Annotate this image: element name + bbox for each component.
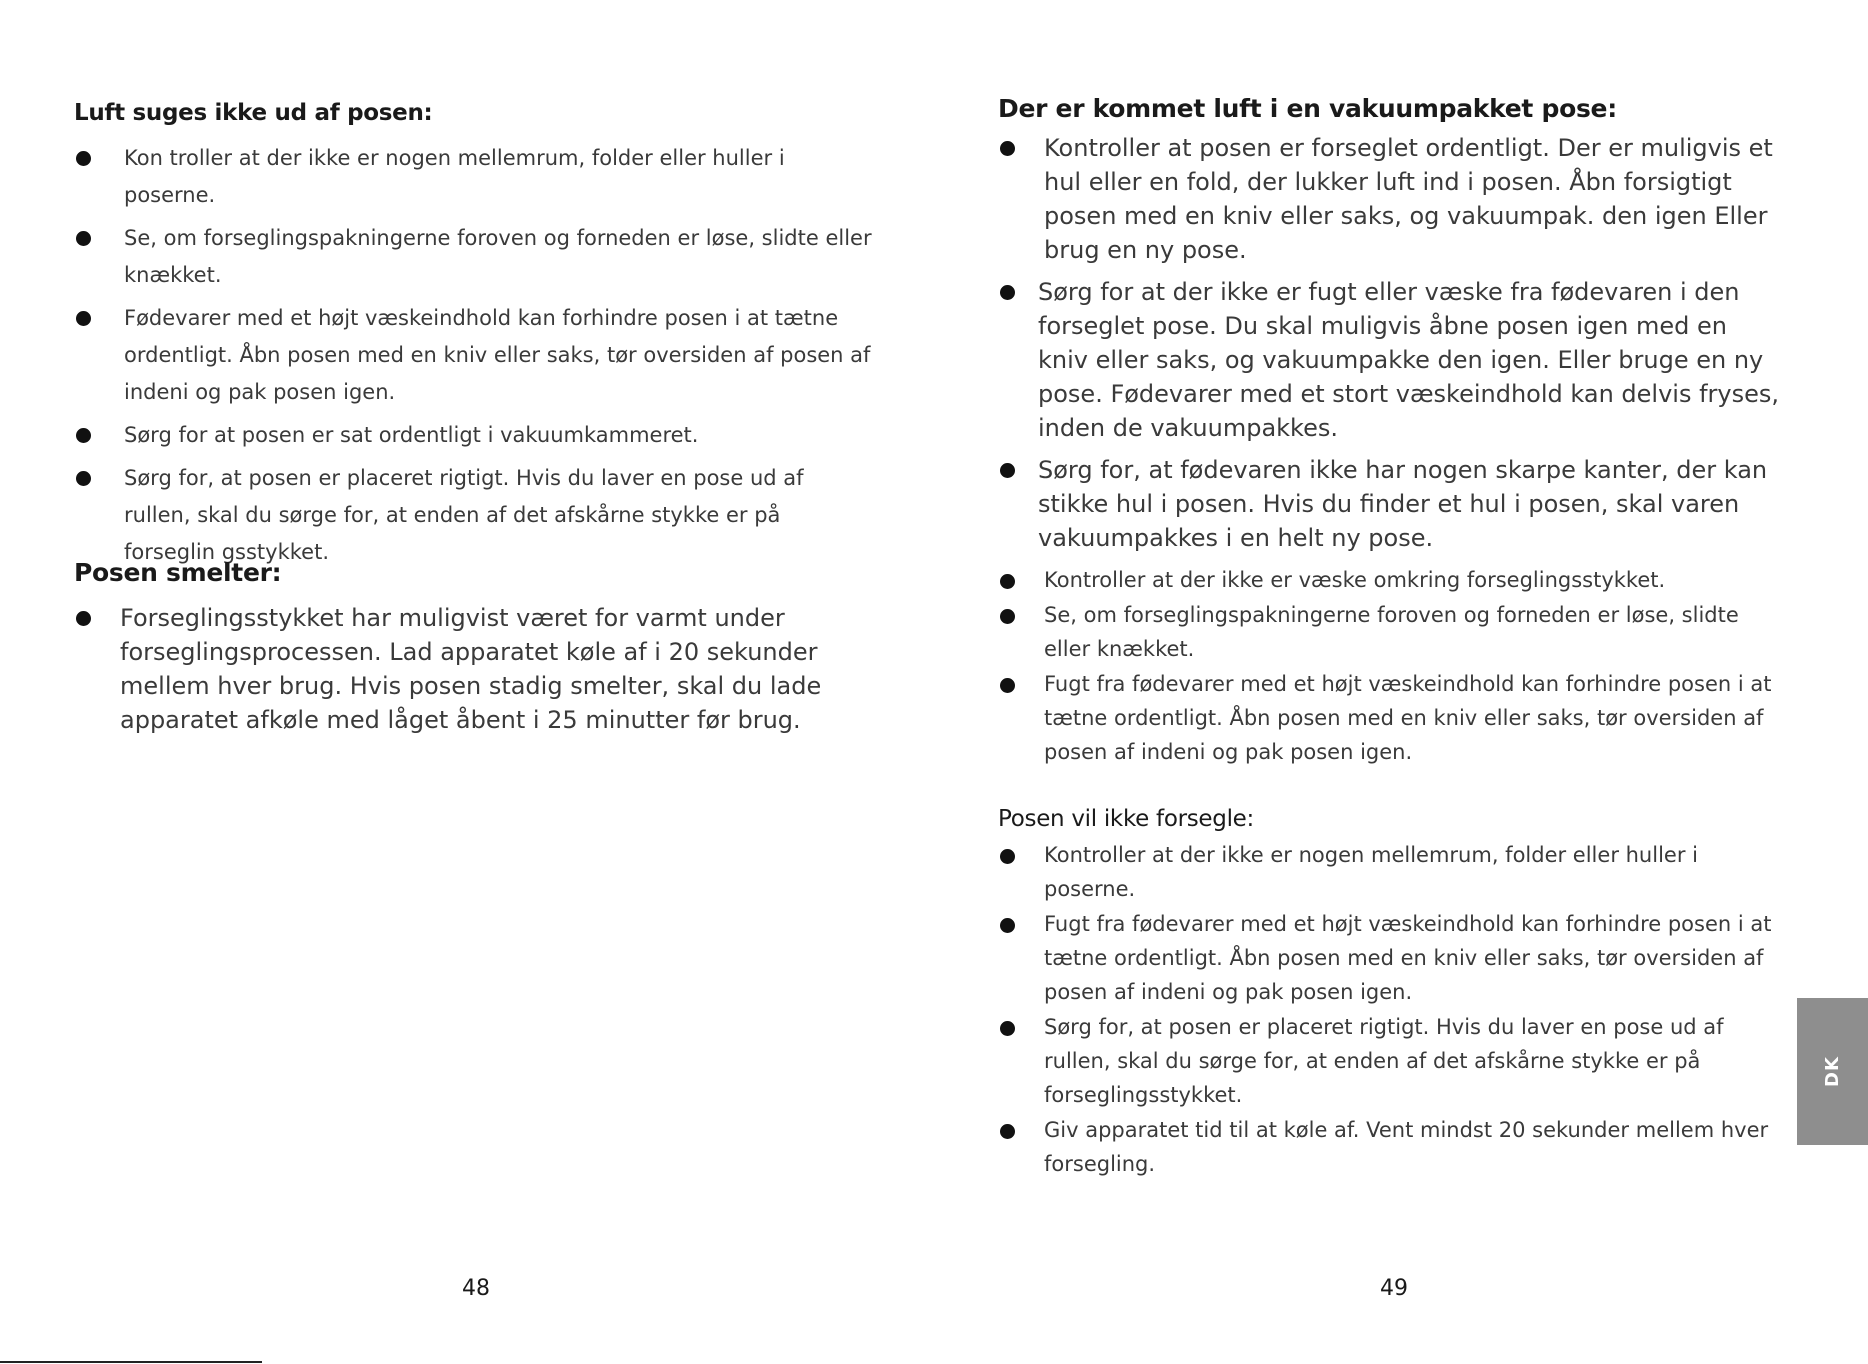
section-heading: Der er kommet luft i en vakuumpakket pose: <box>998 94 1617 123</box>
section-heading: Posen smelter: <box>74 558 282 587</box>
list-item: Kontroller at der ikke er nogen mellemrum, folder eller huller i poserne. <box>998 838 1780 906</box>
page-number: 48 <box>462 1276 490 1301</box>
list-item: Se, om forseglingspakningerne foroven og forneden er løse, slidte eller knækket. <box>998 598 1780 666</box>
list-item: Fugt fra fødevarer med et højt væskeindhold kan forhindre posen i at tætne ordentligt. Åbn posen med en kniv eller saks, tør oversiden af posen af indeni og pak posen igen. <box>998 907 1780 1009</box>
list-item: Sørg for at der ikke er fugt eller væske fra fødevaren i den forseglet pose. Du skal muligvis åbne posen igen med en kniv eller saks, og vakuumpakke den igen. Eller bruge en ny pose. Fødevarer med et stort væskeindhold kan delvis fryses, inden de vakuumpakkes. <box>998 275 1780 445</box>
list-item: Giv apparatet tid til at køle af. Vent mindst 20 sekunder mellem hver forsegling. <box>998 1113 1780 1181</box>
bullet-icon <box>1000 1124 1015 1139</box>
bullet-list <box>74 140 874 571</box>
list-item: Forseglingsstykket har muligvist været for varmt under forseglingsprocessen. Lad apparatet køle af i 20 sekunder mellem hver brug. Hvis posen stadig smelter, skal du lade apparatet afkøle med låget åbent i 25 minutter før brug. <box>74 601 874 737</box>
list-item: Kontroller at posen er forseglet ordentligt. Der er muligvis et hul eller en fold, der lukker luft ind i posen. Åbn forsigtigt posen med en kniv eller saks, og vakuumpak. den igen Eller brug en ny pose. <box>998 131 1780 267</box>
section-heading: Luft suges ikke ud af posen: <box>74 100 433 126</box>
bullet-icon <box>76 311 91 326</box>
bullet-icon <box>76 151 91 166</box>
list-item: Se, om forseglingspakningerne foroven og forneden er løse, slidte eller knækket. <box>74 220 874 294</box>
list-item: Sørg for, at posen er placeret rigtigt. Hvis du laver en pose ud af rullen, skal du sørge for, at enden af det afskårne stykke er på forseglin gsstykket. <box>74 460 874 571</box>
bullet-icon <box>76 428 91 443</box>
bullet-icon <box>1000 609 1015 624</box>
bullet-icon <box>76 471 91 486</box>
section-air-not-sucked-out <box>74 100 874 577</box>
bullet-list <box>74 601 874 737</box>
section-air-in-vacuum-bag <box>998 94 1780 770</box>
bullet-icon <box>76 231 91 246</box>
bullet-icon <box>1000 918 1015 933</box>
bullet-list-large <box>998 131 1780 555</box>
list-item: Kon troller at der ikke er nogen mellemrum, folder eller huller i poserne. <box>74 140 874 214</box>
section-bag-will-not-seal <box>998 806 1780 1182</box>
list-item: Sørg for, at fødevaren ikke har nogen skarpe kanter, der kan stikke hul i posen. Hvis du finder et hul i posen, skal varen vakuumpakkes i en helt ny pose. <box>998 453 1780 555</box>
language-tab-label: DK <box>1821 1056 1843 1087</box>
bullet-icon <box>1000 849 1015 864</box>
bullet-list <box>998 838 1780 1181</box>
right-page <box>998 0 1780 1364</box>
bullet-icon <box>1000 1021 1015 1036</box>
list-item: Sørg for at posen er sat ordentligt i vakuumkammeret. <box>74 417 874 454</box>
footer-rule <box>0 1361 262 1363</box>
bullet-icon <box>1000 463 1015 478</box>
list-item: Fugt fra fødevarer med et højt væskeindhold kan forhindre posen i at tætne ordentligt. Åbn posen med en kniv eller saks, tør oversiden af posen af indeni og pak posen igen. <box>998 667 1780 769</box>
list-item: Kontroller at der ikke er væske omkring forseglingsstykket. <box>998 563 1780 597</box>
bullet-icon <box>76 611 91 626</box>
section-heading: Posen vil ikke forsegle: <box>998 806 1254 832</box>
left-page <box>74 0 874 1364</box>
list-item: Fødevarer med et højt væskeindhold kan forhindre posen i at tætne ordentligt. Åbn posen med en kniv eller saks, tør oversiden af posen af indeni og pak posen igen. <box>74 300 874 411</box>
bullet-icon <box>1000 574 1015 589</box>
language-tab <box>1797 998 1868 1145</box>
page-number: 49 <box>1380 1276 1408 1301</box>
bullet-list-small <box>998 563 1780 769</box>
bullet-icon <box>1000 141 1015 156</box>
list-item: Sørg for, at posen er placeret rigtigt. Hvis du laver en pose ud af rullen, skal du sørge for, at enden af det afskårne stykke er på forseglingsstykket. <box>998 1010 1780 1112</box>
bullet-icon <box>1000 678 1015 693</box>
bullet-icon <box>1000 285 1015 300</box>
section-bag-melts <box>74 558 874 745</box>
